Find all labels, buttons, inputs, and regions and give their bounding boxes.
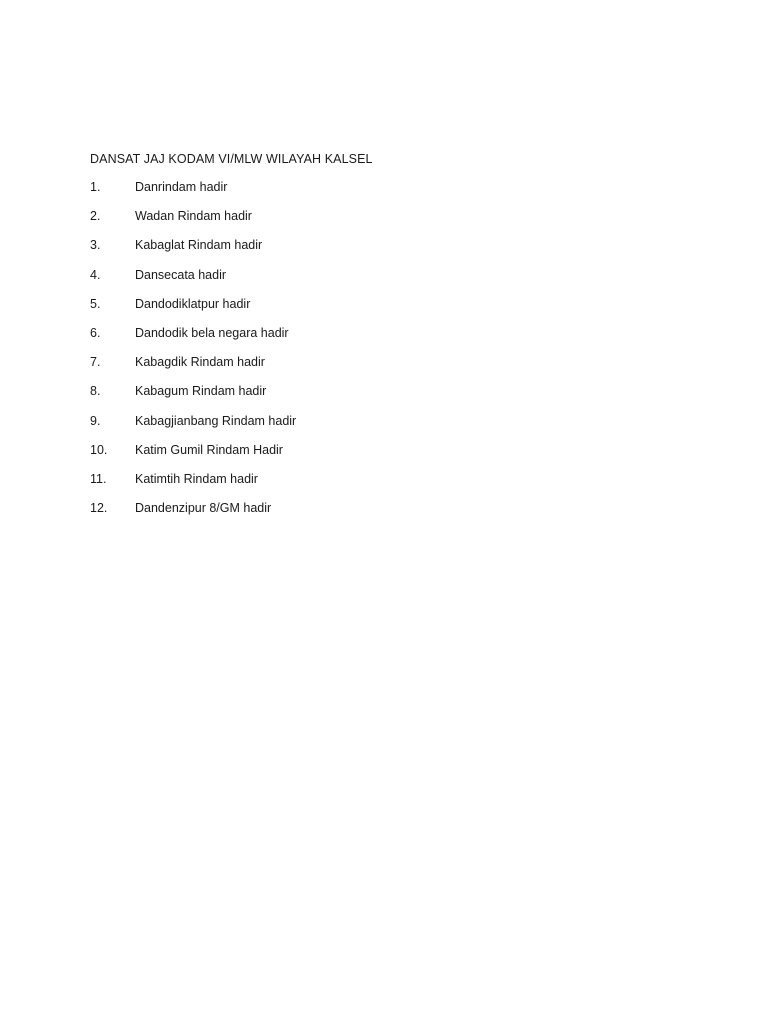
list-item-text: Dandodiklatpur hadir xyxy=(135,296,251,311)
list-item-number: 11. xyxy=(90,471,107,486)
list-item-number: 3. xyxy=(90,238,101,253)
list-item-number: 5. xyxy=(90,296,101,311)
document-title: DANSAT JAJ KODAM VI/MLW WILAYAH KALSEL xyxy=(90,152,373,166)
list-item-number: 6. xyxy=(90,325,101,340)
list-item-number: 7. xyxy=(90,355,101,370)
list-item-text: Kabagjianbang Rindam hadir xyxy=(135,413,297,428)
list-item-number: 1. xyxy=(90,180,101,194)
list-item-text: Katim Gumil Rindam Hadir xyxy=(135,442,283,457)
list-item-text: Dansecata hadir xyxy=(135,267,227,282)
list-item-text: Katimtih Rindam hadir xyxy=(135,471,258,486)
list-item-text: Kabagum Rindam hadir xyxy=(135,384,267,399)
list-item-text: Kabaglat Rindam hadir xyxy=(135,238,263,253)
list-item-text: Dandodik bela negara hadir xyxy=(135,325,289,340)
list-item-text: Wadan Rindam hadir xyxy=(135,209,252,224)
list-item-number: 2. xyxy=(90,209,101,224)
list-item-text: Dandenzipur 8/GM hadir xyxy=(135,501,272,516)
list-item-text: Danrindam hadir xyxy=(135,180,228,194)
list-item-text: Kabagdik Rindam hadir xyxy=(135,355,265,370)
list-item-number: 12. xyxy=(90,501,108,516)
list-item-number: 9. xyxy=(90,413,101,428)
list-item-number: 10. xyxy=(90,442,108,457)
list-item-number: 8. xyxy=(90,384,101,399)
list-item-number: 4. xyxy=(90,267,101,282)
